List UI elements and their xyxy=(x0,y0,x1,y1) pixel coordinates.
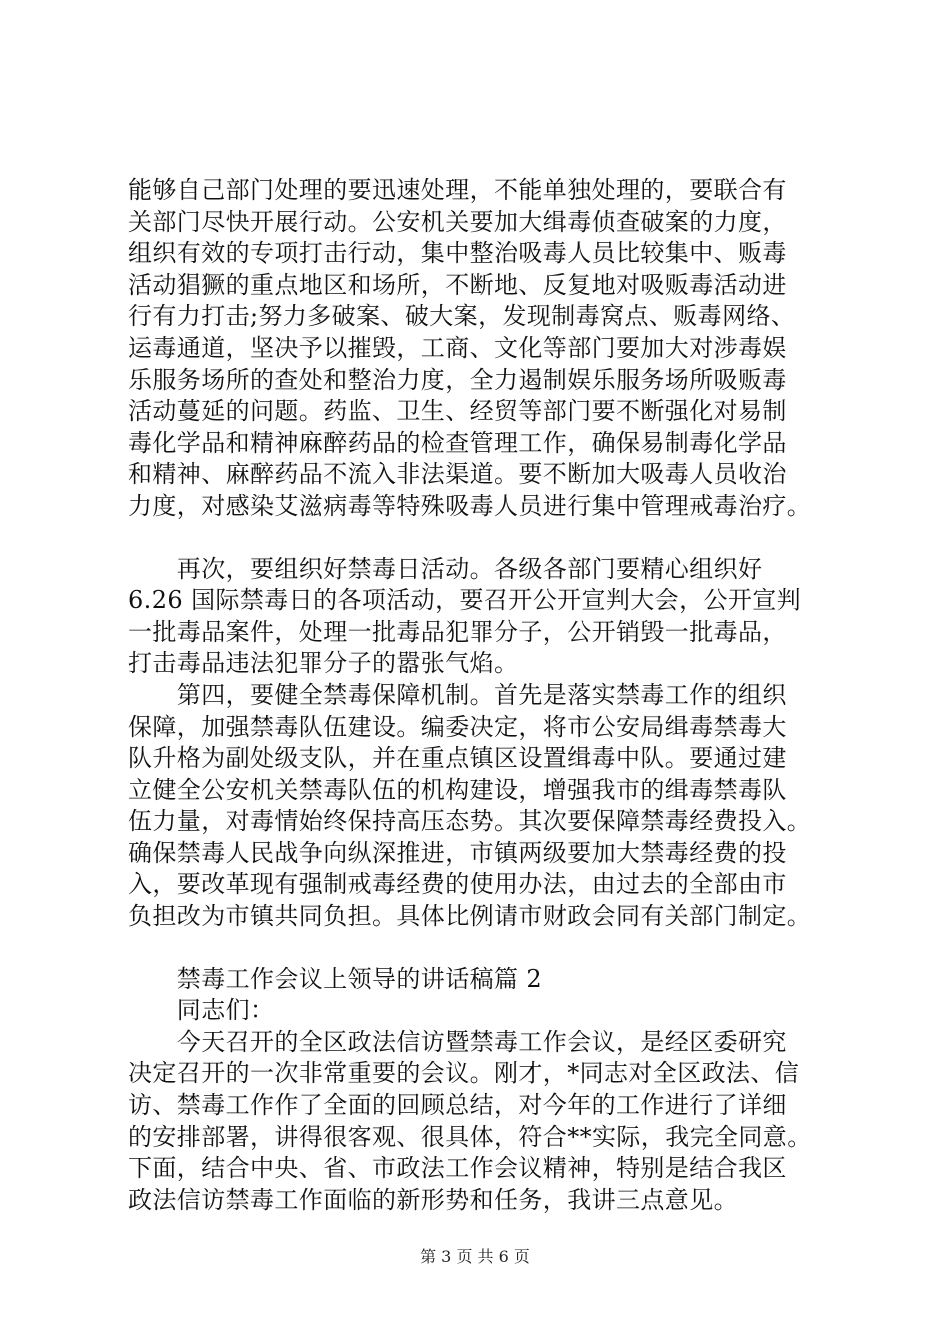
text-line: 行有力打击;努力多破案、破大案，发现制毒窝点、贩毒网络、 xyxy=(128,302,796,331)
text-line: 第四，要健全禁毒保障机制。首先是落实禁毒工作的组织 xyxy=(128,680,787,709)
text-line: 一批毒品案件，处理一批毒品犯罪分子，公开销毁一批毒品， xyxy=(128,617,787,646)
text-line: 毒化学品和精神麻醉药品的检查管理工作，确保易制毒化学品 xyxy=(128,428,787,457)
paragraph-block-b xyxy=(128,554,828,933)
paragraph-block-c xyxy=(128,964,828,1217)
text-line: 队升格为副处级支队，并在重点镇区设置缉毒中队。要通过建 xyxy=(128,744,787,773)
text-line: 打击毒品违法犯罪分子的嚣张气焰。 xyxy=(128,649,519,678)
page-footer: 第 3 页 共 6 页 xyxy=(420,1247,530,1266)
text-line: 活动蔓延的问题。药监、卫生、经贸等部门要不断强化对易制 xyxy=(128,397,787,426)
text-line: 能够自己部门处理的要迅速处理，不能单独处理的，要联合有 xyxy=(128,176,787,204)
text-line: 禁毒工作会议上领导的讲话稿篇 2 xyxy=(128,964,543,993)
text-line: 和精神、麻醉药品不流入非法渠道。要不断加大吸毒人员收治 xyxy=(128,460,787,489)
text-line: 今天召开的全区政法信访暨禁毒工作会议，是经区委研究 xyxy=(128,1027,787,1056)
text-line: 6.26 国际禁毒日的各项活动，要召开公开宣判大会，公开宣判 xyxy=(128,586,802,615)
text-line: 同志们： xyxy=(128,996,275,1025)
text-line: 保障，加强禁毒队伍建设。编委决定，将市公安局缉毒禁毒大 xyxy=(128,712,787,741)
text-line: 下面，结合中央、省、市政法工作会议精神，特别是结合我区 xyxy=(128,1154,787,1183)
paragraph-block-a xyxy=(128,175,828,523)
text-line: 乐服务场所的查处和整治力度，全力遏制娱乐服务场所吸贩毒 xyxy=(128,365,787,394)
text-line: 组织有效的专项打击行动，集中整治吸毒人员比较集中、贩毒 xyxy=(128,239,787,268)
text-line: 政法信访禁毒工作面临的新形势和任务，我讲三点意见。 xyxy=(128,1185,738,1214)
text-line: 负担改为市镇共同负担。具体比例请市财政会同有关部门制定。 xyxy=(128,902,812,931)
text-line: 确保禁毒人民战争向纵深推进，市镇两级要加大禁毒经费的投 xyxy=(128,838,787,867)
text-line: 力度，对感染艾滋病毒等特殊吸毒人员进行集中管理戒毒治疗。 xyxy=(128,491,812,520)
text-line: 的安排部署，讲得很客观、很具体，符合**实际，我完全同意。 xyxy=(128,1122,812,1151)
text-line: 访、禁毒工作作了全面的回顾总结，对今年的工作进行了详细 xyxy=(128,1091,787,1120)
text-line: 入，要改革现有强制戒毒经费的使用办法，由过去的全部由市 xyxy=(128,870,787,899)
text-line: 活动猖獗的重点地区和场所，不断地、反复地对吸贩毒活动进 xyxy=(128,270,787,299)
text-line: 立健全公安机关禁毒队伍的机构建设，增强我市的缉毒禁毒队 xyxy=(128,775,787,804)
document-body xyxy=(128,175,828,1216)
text-line: 伍力量，对毒情始终保持高压态势。其次要保障禁毒经费投入。 xyxy=(128,807,812,836)
paragraph-gap xyxy=(128,933,828,964)
text-line: 再次，要组织好禁毒日活动。各级各部门要精心组织好 xyxy=(128,554,763,583)
paragraph-gap xyxy=(128,523,828,554)
text-line: 运毒通道，坚决予以摧毁，工商、文化等部门要加大对涉毒娱 xyxy=(128,333,787,362)
text-line: 决定召开的一次非常重要的会议。刚才，*同志对全区政法、信 xyxy=(128,1059,800,1088)
text-line: 关部门尽快开展行动。公安机关要加大缉毒侦查破案的力度， xyxy=(128,207,787,236)
